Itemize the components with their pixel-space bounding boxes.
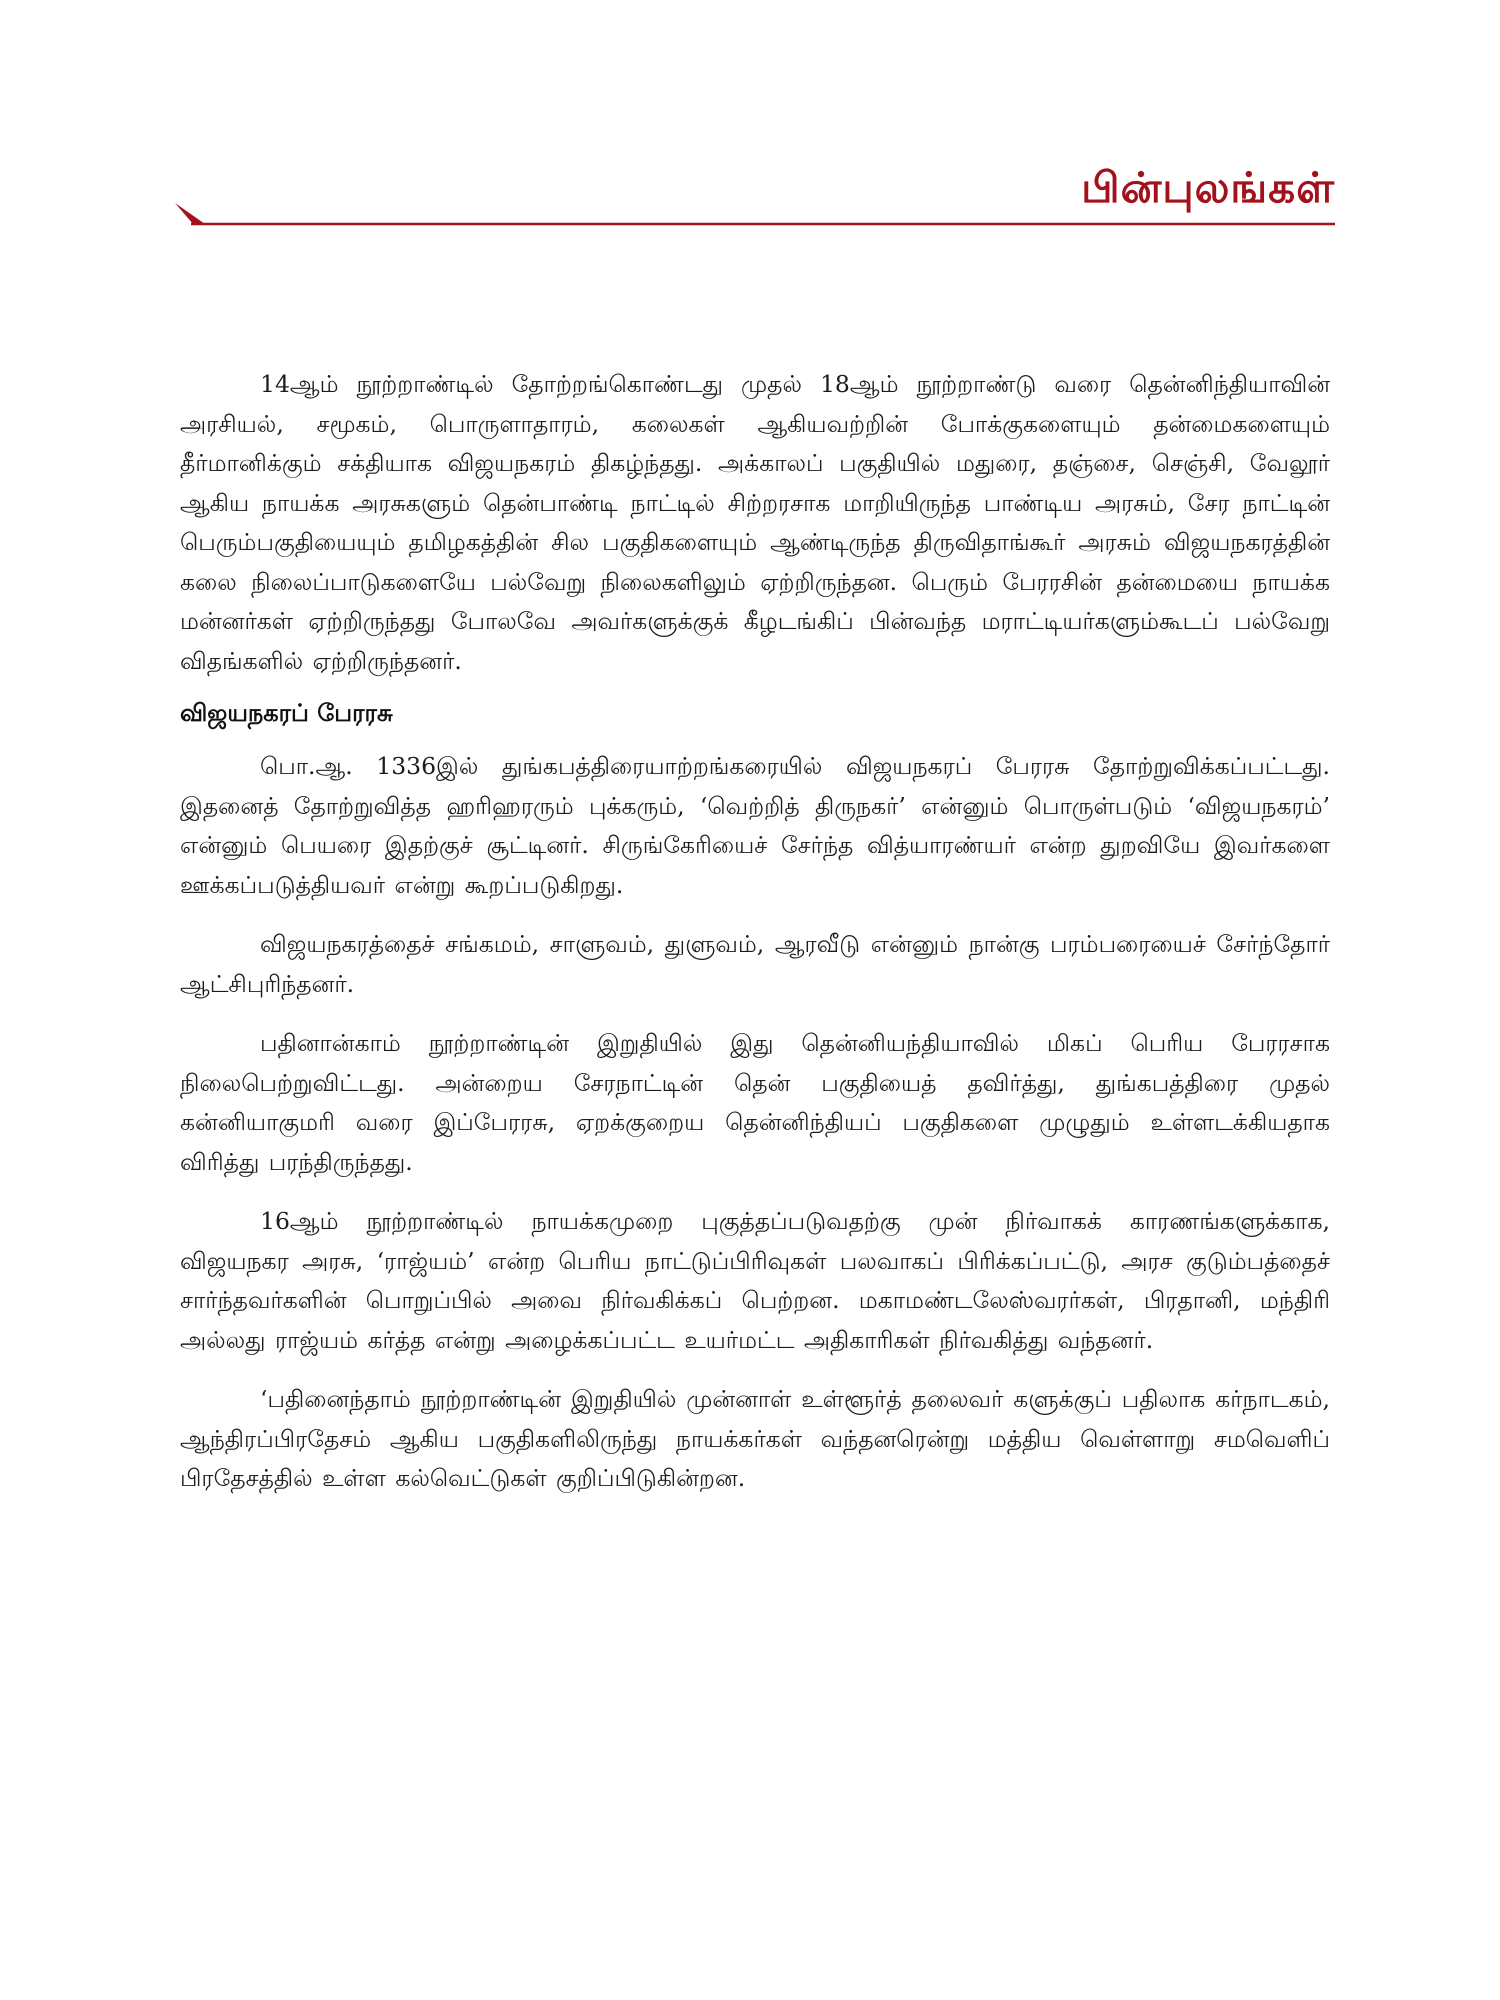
paragraph-nayakas: ‘பதினைந்தாம் நூற்றாண்டின் இறுதியில் முன்னாள் உள்ளூர்த் தலைவர் களுக்குப் பதிலாக கர்நாடகம், ஆந்திரப்பிரதேசம் ஆகிய பகுதிகளிலிருந்து நாயக்கர்கள் வந்தனரென்று மத்திய வெள்ளாறு சமவெளிப் பிரதேசத்தில் உள்ள கல்வெட்டுகள் குறிப்பிடுகின்றன.	[180, 1385, 1330, 1492]
section-title: பின்புலங்கள்	[1081, 163, 1335, 212]
page-header	[175, 150, 1335, 230]
paragraph-administration: 16ஆம் நூற்றாண்டில் நாயக்கமுறை புகுத்தப்படுவதற்கு முன் நிர்வாகக் காரணங்களுக்காக, விஜயநகர அரசு, ‘ராஜ்யம்’ என்ற பெரிய நாட்டுப்பிரிவுகள் பலவாகப் பிரிக்கப்பட்டு, அரச குடும்பத்தைச் சார்ந்தவர்களின் பொறுப்பில் அவை நிர்வகிக்கப் பெற்றன. மகாமண்டலேஸ்வரர்கள், பிரதானி, மந்திரி அல்லது ராஜ்யம் கர்த்த என்று அழைக்கப்பட்ட உயர்மட்ட அதிகாரிகள் நிர்வகித்து வந்தனர்.	[180, 1207, 1330, 1354]
page-content	[180, 365, 1330, 1519]
paragraph-dynasties: விஜயநகரத்தைச் சங்கமம், சாளுவம், துளுவம், ஆரவீடு என்னும் நான்கு பரம்பரையைச் சேர்ந்தோர் ஆட்சிபுரிந்தனர்.	[180, 930, 1330, 998]
paragraph-extent: பதினான்காம் நூற்றாண்டின் இறுதியில் இது தென்னியந்தியாவில் மிகப் பெரிய பேரரசாக நிலைபெற்றுவிட்டது. அன்றைய சேரநாட்டின் தென் பகுதியைத் தவிர்த்து, துங்கபத்திரை முதல் கன்னியாகுமரி வரை இப்பேரரசு, ஏறக்குறைய தென்னிந்தியப் பகுதிகளை முழுதும் உள்ளடக்கியதாக விரித்து பரந்திருந்தது.	[180, 1029, 1330, 1176]
intro-paragraph: 14ஆம் நூற்றாண்டில் தோற்றங்கொண்டது முதல் 18ஆம் நூற்றாண்டு வரை தென்னிந்தியாவின் அரசியல், சமூகம், பொருளாதாரம், கலைகள் ஆகியவற்றின் போக்குகளையும் தன்மைகளையும் தீர்மானிக்கும் சக்தியாக விஜயநகரம் திகழ்ந்தது. அக்காலப் பகுதியில் மதுரை, தஞ்சை, செஞ்சி, வேலூர் ஆகிய நாயக்க அரசுகளும் தென்பாண்டி நாட்டில் சிற்றரசாக மாறியிருந்த பாண்டிய அரசும், சேர நாட்டின் பெரும்பகுதியையும் தமிழகத்தின் சில பகுதிகளையும் ஆண்டிருந்த திருவிதாங்கூர் அரசும் விஜயநகரத்தின் கலை நிலைப்பாடுகளையே பல்வேறு நிலைகளிலும் ஏற்றிருந்தன. பெரும் பேரரசின் தன்மையை நாயக்க மன்னர்கள் ஏற்றிருந்தது போலவே அவர்களுக்குக் கீழடங்கிப் பின்வந்த மராட்டியர்களும்கூடப் பல்வேறு விதங்களில் ஏற்றிருந்தனர்.	[180, 370, 1330, 675]
subheading-vijayanagara-empire: விஜயநகரப் பேரரசு	[180, 699, 393, 727]
paragraph-founding: பொ.ஆ. 1336இல் துங்கபத்திரையாற்றங்கரையில் விஜயநகரப் பேரரசு தோற்றுவிக்கப்பட்டது. இதனைத் தோற்றுவித்த ஹரிஹரரும் புக்கரும், ‘வெற்றித் திருநகர்’ என்னும் பொருள்படும் ‘விஜயநகரம்’ என்னும் பெயரை இதற்குச் சூட்டினர். சிருங்கேரியைச் சேர்ந்த வித்யாரண்யர் என்ற துறவியே இவர்களை ஊக்கப்படுத்தியவர் என்று கூறப்படுகிறது.	[180, 752, 1330, 899]
header-rule-ornament	[175, 200, 1335, 230]
header-rule-arrowhead	[175, 203, 205, 224]
